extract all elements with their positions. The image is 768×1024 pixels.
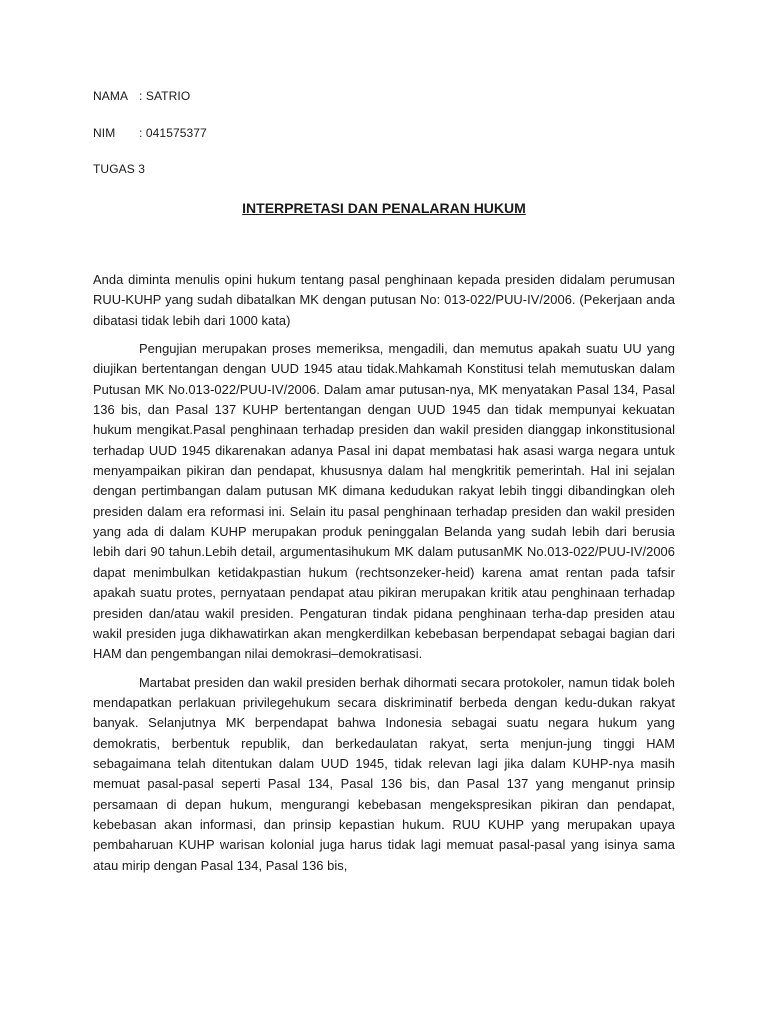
body-paragraph-1: Pengujian merupakan proses memeriksa, mengadili, dan memutus apakah suatu UU yang diujikan bertentangan dengan UUD 1945 atau tidak.Mahkamah Konstitusi telah memutuskan dalam Putusan MK No.013-022/PUU-IV/2006. Dalam amar putusan-nya, MK menyatakan Pasal 134, Pasal 136 bis, dan Pasal 137 KUHP bertentangan dengan UUD 1945 dan tidak mempunyai kekuatan hukum mengikat.Pasal penghinaan terhadap presiden dan wakil presiden dianggap inkonstitusional terhadap UUD 1945 dikarenakan adanya Pasal ini dapat membatasi hak asasi warga negara untuk menyampaikan pikiran dan pendapat, khususnya dalam hal mengkritik pemerintah. Hal ini sejalan dengan pertimbangan dalam putusan MK dimana kedudukan rakyat lebih tinggi dibandingkan oleh presiden dalam era reformasi ini. Selain itu pasal penghinaan terhadap presiden dan wakil presiden yang ada di dalam KUHP merupakan produk peninggalan Belanda yang sudah lebih dari berusia lebih dari 90 tahun.Lebih detail, argumentasihukum MK dalam putusanMK No.013-022/PUU-IV/2006 dapat menimbulkan ketidakpastian hukum (rechtsonzeker-heid) karena amat rentan pada tafsir apakah suatu protes, pernyataan pendapat atau pikiran merupakan kritik atau penghinaan terhadap presiden dan/atau wakil presiden. Pengaturan tindak pidana penghinaan terha-dap presiden atau wakil presiden juga dikhawatirkan akan mengkerdilkan kebebasan berpendapat sebagai bagian dari HAM dan pengembangan nilai demokrasi–demokratisasi. <box>93 341 675 662</box>
document-title: INTERPRETASI DAN PENALARAN HUKUM <box>242 200 526 216</box>
nim-value: : 041575377 <box>139 126 207 140</box>
name-label: NAMA <box>93 89 129 103</box>
nim-label: NIM <box>93 126 116 140</box>
assignment-text: TUGAS 3 <box>93 162 146 176</box>
nim-line <box>93 126 207 140</box>
body-paragraph-2: Martabat presiden dan wakil presiden berhak dihormati secara protokoler, namun tidak boleh mendapatkan perlakuan privilegehukum secara diskriminatif berbeda dengan kedu-dukan rakyat banyak. Selanjutnya MK berpendapat bahwa Indonesia sebagai suatu negara hukum yang demokratis, berbentuk republik, dan berkedaulatan rakyat, serta menjun-jung tinggi HAM sebagaimana telah ditentukan dalam UUD 1945, tidak relevan lagi jika dalam KUHP-nya masih memuat pasal-pasal seperti Pasal 134, Pasal 136 bis, dan Pasal 137 yang menganut prinsip persamaan di depan hukum, mengurangi kebebasan mengekspresikan pikiran dan pendapat, kebebasan akan informasi, dan prinsip kepastian hukum. RUU KUHP yang merupakan upaya pembaharuan KUHP warisan kolonial juga harus tidak lagi memuat pasal-pasal yang isinya sama atau mirip dengan Pasal 134, Pasal 136 bis, <box>93 674 675 873</box>
document-body <box>93 270 675 884</box>
assignment-label <box>93 162 145 176</box>
question-paragraph: Anda diminta menulis opini hukum tentang pasal penghinaan kepada presiden didalam perumusan RUU-KUHP yang sudah dibatalkan MK dengan putusan No: 013-022/PUU-IV/2006. (Pekerjaan anda dibatasi tidak lebih dari 1000 kata) <box>93 272 675 328</box>
name-line <box>93 89 191 103</box>
name-value: : SATRIO <box>139 89 191 103</box>
